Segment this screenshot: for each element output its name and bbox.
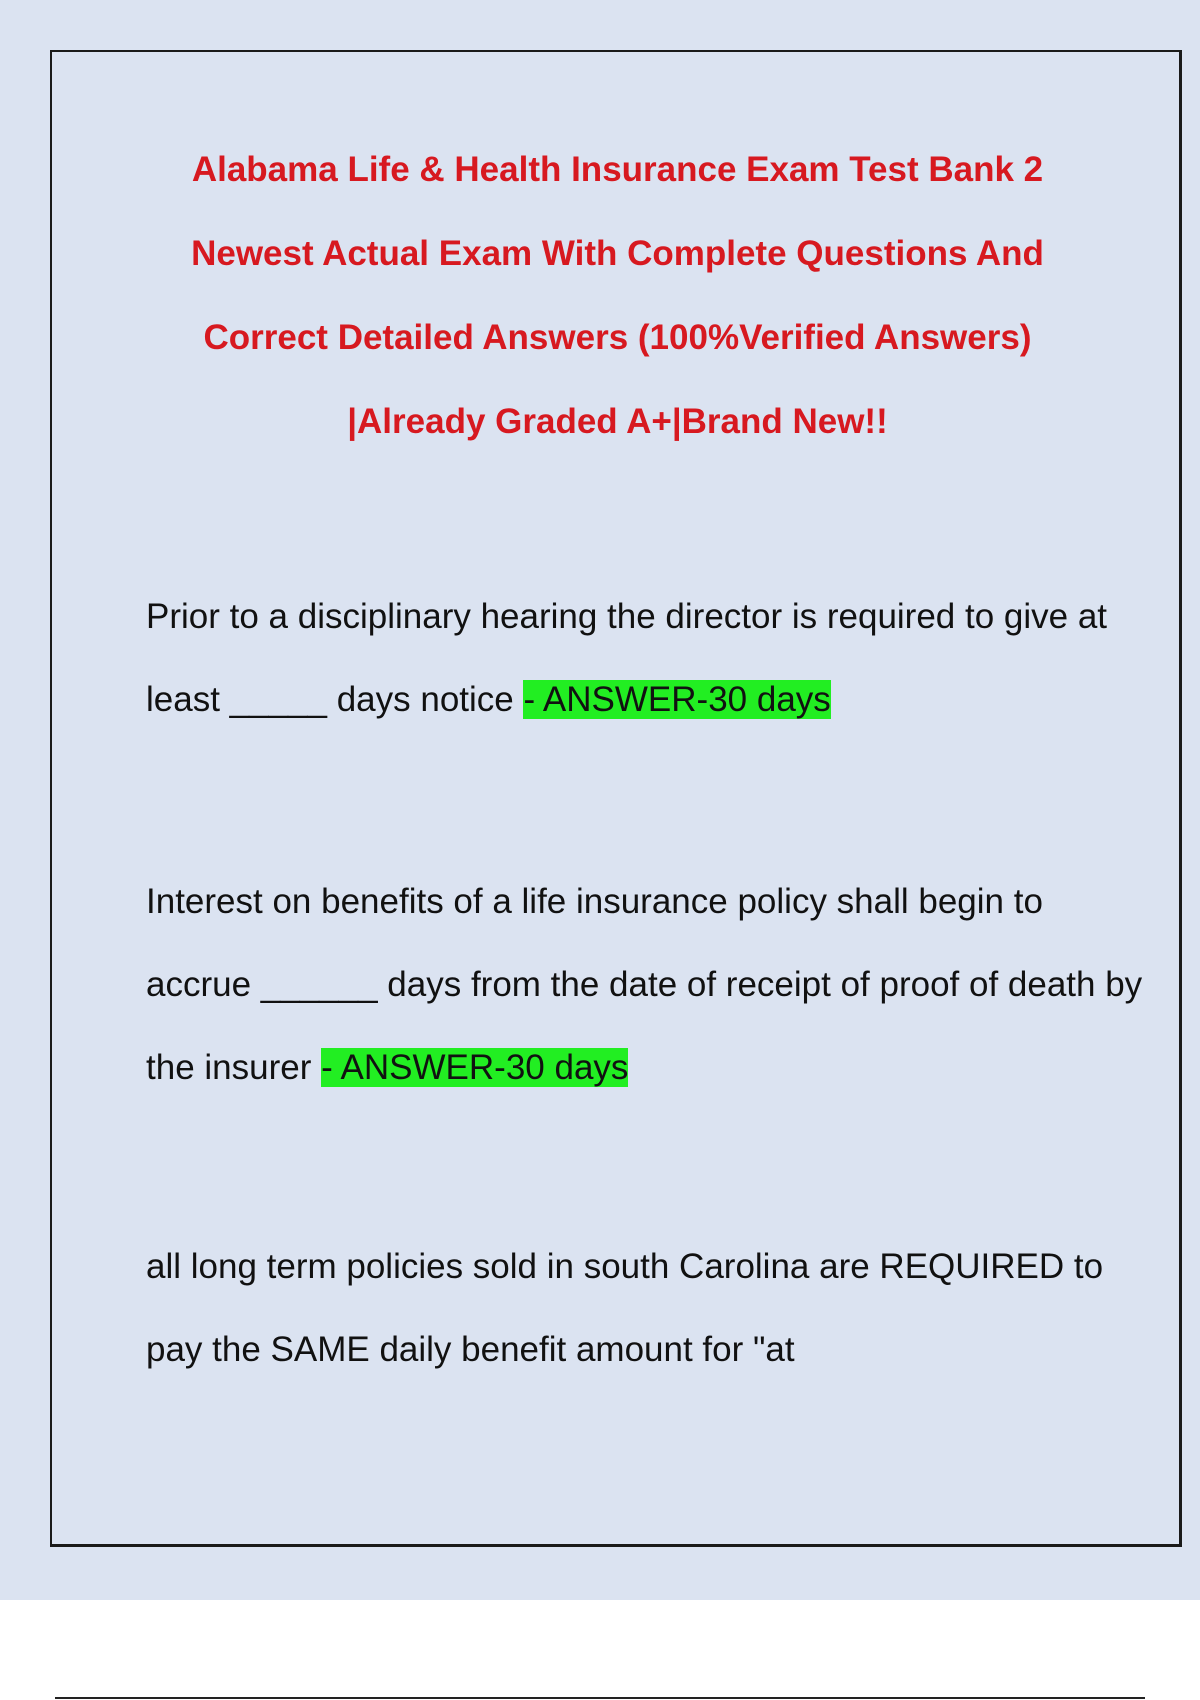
title-line-1: Alabama Life & Health Insurance Exam Test Bank 2 (191, 150, 1044, 189)
answer-1-highlight: - ANSWER-30 days (523, 680, 831, 719)
footer-divider (55, 1697, 1145, 1699)
question-1-text: Prior to a disciplinary hearing the director is required to give at least _____ days notice (146, 597, 1108, 719)
title-line-4: |Already Graded A+|Brand New!! (347, 402, 888, 441)
answer-2-highlight: - ANSWER-30 days (321, 1048, 629, 1087)
question-3-text: all long term policies sold in south Carolina are REQUIRED to pay the SAME daily benefit amount for "at (146, 1247, 1104, 1369)
question-3 (146, 1225, 1146, 1391)
document-title (100, 128, 1135, 464)
title-line-2: Newest Actual Exam With Complete Questions And (191, 234, 1044, 273)
question-2-text: Interest on benefits of a life insurance policy shall begin to accrue ______ days from the date of receipt of proof of death by the insurer (146, 882, 1143, 1087)
title-line-3: Correct Detailed Answers (100%Verified Answers) (203, 318, 1032, 357)
question-1 (146, 575, 1146, 741)
question-2 (146, 860, 1146, 1109)
